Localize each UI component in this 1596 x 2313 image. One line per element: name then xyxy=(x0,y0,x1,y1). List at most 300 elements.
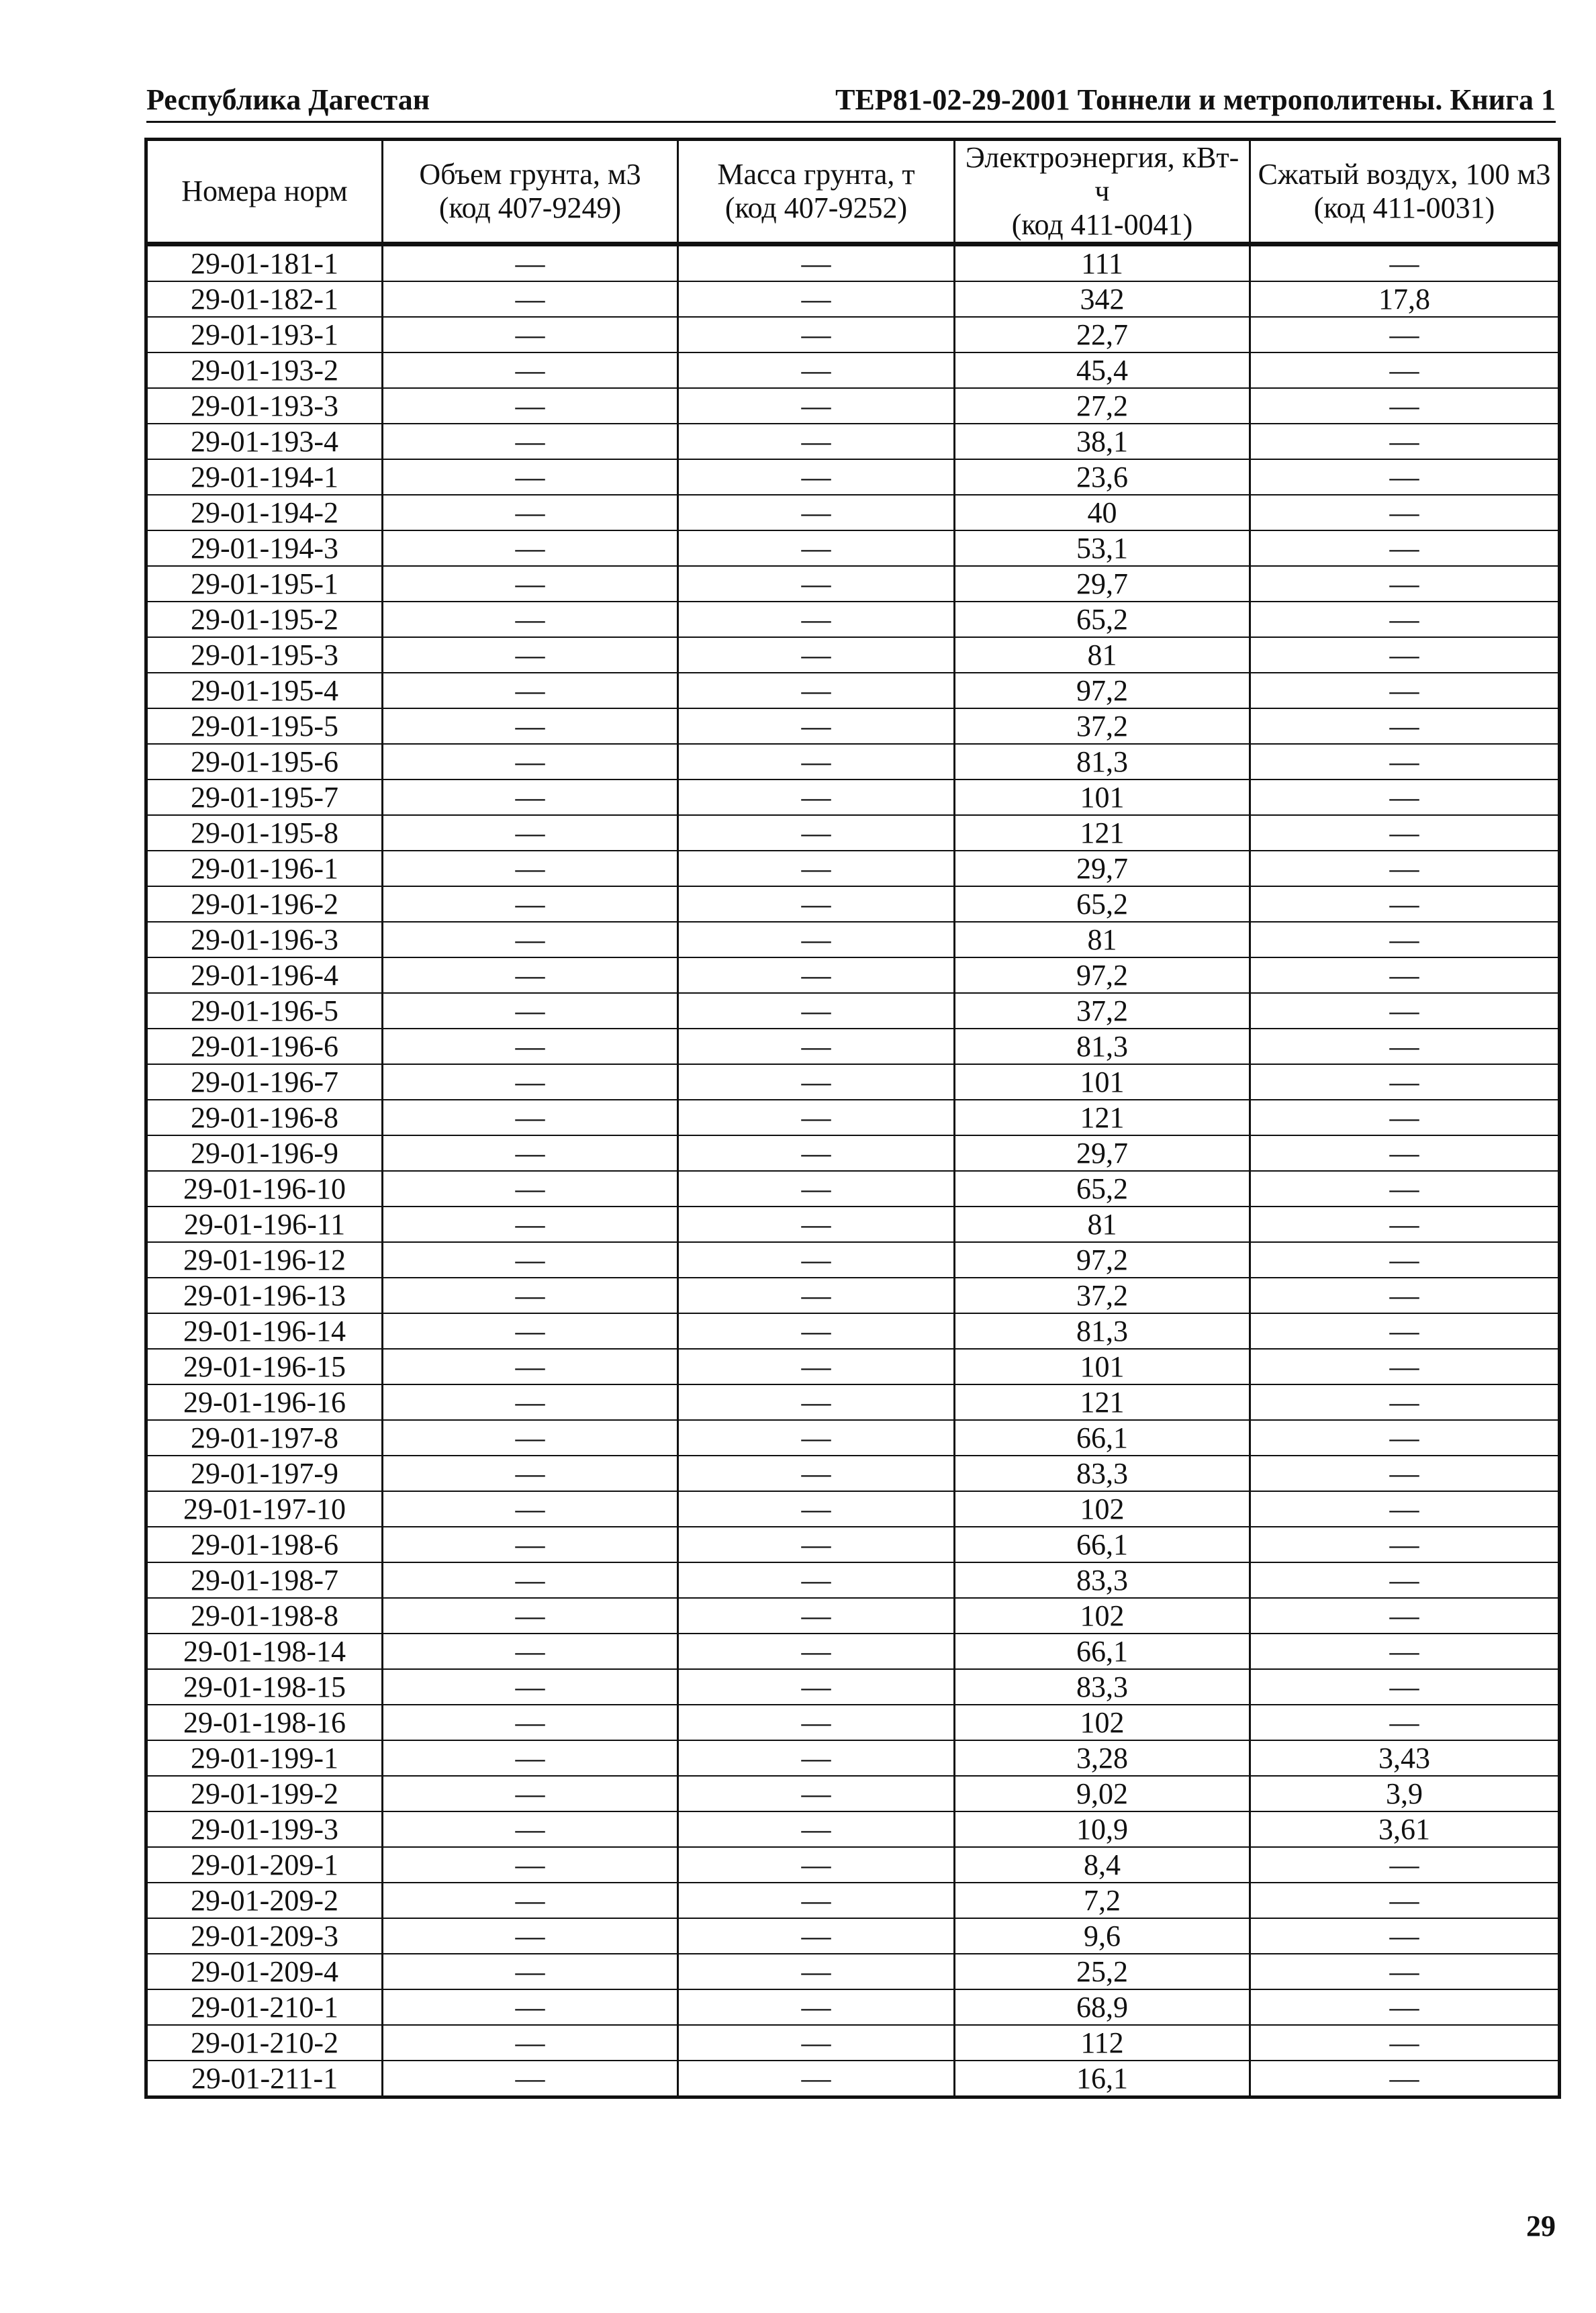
electricity-cell: 29,7 xyxy=(955,1135,1250,1171)
compressed-air-cell: 3,61 xyxy=(1250,1811,1560,1847)
norm-number-cell: 29-01-182-1 xyxy=(146,281,383,317)
electricity-cell: 3,28 xyxy=(955,1740,1250,1776)
compressed-air-cell: — xyxy=(1250,1989,1560,2025)
soil-volume-cell: — xyxy=(383,1171,678,1207)
norm-number-cell: 29-01-193-1 xyxy=(146,317,383,352)
table-row xyxy=(146,244,1560,282)
compressed-air-cell: — xyxy=(1250,1064,1560,1100)
norm-number-cell: 29-01-195-6 xyxy=(146,744,383,780)
soil-mass-cell: — xyxy=(678,1527,955,1562)
soil-volume-cell: — xyxy=(383,388,678,424)
soil-mass-cell: — xyxy=(678,1278,955,1313)
compressed-air-cell: — xyxy=(1250,1883,1560,1918)
soil-mass-cell: — xyxy=(678,1776,955,1811)
compressed-air-cell: — xyxy=(1250,673,1560,708)
electricity-cell: 68,9 xyxy=(955,1989,1250,2025)
norm-number-cell: 29-01-195-4 xyxy=(146,673,383,708)
compressed-air-cell: — xyxy=(1250,1918,1560,1954)
compressed-air-cell: — xyxy=(1250,708,1560,744)
electricity-cell: 121 xyxy=(955,815,1250,851)
soil-mass-cell: — xyxy=(678,1456,955,1491)
norm-number-cell: 29-01-181-1 xyxy=(146,244,383,282)
electricity-cell: 27,2 xyxy=(955,388,1250,424)
table-row xyxy=(146,1669,1560,1705)
norm-number-cell: 29-01-209-2 xyxy=(146,1883,383,1918)
soil-mass-cell: — xyxy=(678,1634,955,1669)
compressed-air-cell: — xyxy=(1250,2061,1560,2097)
compressed-air-cell: — xyxy=(1250,244,1560,282)
soil-mass-cell: — xyxy=(678,1705,955,1740)
soil-mass-cell: — xyxy=(678,1491,955,1527)
table-row xyxy=(146,637,1560,673)
compressed-air-cell: — xyxy=(1250,1705,1560,1740)
soil-mass-cell: — xyxy=(678,2025,955,2061)
norm-number-cell: 29-01-198-6 xyxy=(146,1527,383,1562)
table-row xyxy=(146,1740,1560,1776)
table-row xyxy=(146,744,1560,780)
table-row xyxy=(146,1278,1560,1313)
table-row xyxy=(146,780,1560,815)
electricity-cell: 10,9 xyxy=(955,1811,1250,1847)
electricity-cell: 37,2 xyxy=(955,708,1250,744)
compressed-air-cell: — xyxy=(1250,602,1560,637)
soil-volume-cell: — xyxy=(383,1278,678,1313)
electricity-cell: 66,1 xyxy=(955,1420,1250,1456)
norm-number-cell: 29-01-196-1 xyxy=(146,851,383,886)
table-row xyxy=(146,1100,1560,1135)
soil-volume-cell: — xyxy=(383,744,678,780)
table-row xyxy=(146,602,1560,637)
soil-mass-cell: — xyxy=(678,780,955,815)
soil-volume-cell: — xyxy=(383,602,678,637)
soil-volume-cell: — xyxy=(383,1776,678,1811)
soil-mass-cell: — xyxy=(678,1349,955,1384)
norm-number-cell: 29-01-209-4 xyxy=(146,1954,383,1989)
soil-mass-cell: — xyxy=(678,1562,955,1598)
table-body xyxy=(146,244,1560,2097)
soil-mass-cell: — xyxy=(678,1847,955,1883)
table-row xyxy=(146,566,1560,602)
electricity-cell: 102 xyxy=(955,1705,1250,1740)
electricity-cell: 7,2 xyxy=(955,1883,1250,1918)
soil-mass-cell: — xyxy=(678,708,955,744)
electricity-cell: 22,7 xyxy=(955,317,1250,352)
norm-number-cell: 29-01-196-14 xyxy=(146,1313,383,1349)
soil-mass-cell: — xyxy=(678,1918,955,1954)
electricity-cell: 66,1 xyxy=(955,1527,1250,1562)
soil-mass-cell: — xyxy=(678,1242,955,1278)
soil-mass-cell: — xyxy=(678,1669,955,1705)
electricity-cell: 342 xyxy=(955,281,1250,317)
table-row xyxy=(146,851,1560,886)
compressed-air-cell: — xyxy=(1250,1171,1560,1207)
compressed-air-cell: — xyxy=(1250,1384,1560,1420)
compressed-air-cell: — xyxy=(1250,851,1560,886)
norm-number-cell: 29-01-197-9 xyxy=(146,1456,383,1491)
table-row xyxy=(146,1491,1560,1527)
soil-volume-cell: — xyxy=(383,1456,678,1491)
electricity-cell: 9,6 xyxy=(955,1918,1250,1954)
electricity-cell: 23,6 xyxy=(955,459,1250,495)
compressed-air-cell: — xyxy=(1250,1562,1560,1598)
soil-mass-cell: — xyxy=(678,602,955,637)
table-row xyxy=(146,1989,1560,2025)
soil-mass-cell: — xyxy=(678,886,955,922)
compressed-air-cell: — xyxy=(1250,1278,1560,1313)
soil-volume-cell: — xyxy=(383,424,678,459)
compressed-air-cell: — xyxy=(1250,495,1560,530)
soil-volume-cell: — xyxy=(383,459,678,495)
soil-volume-cell: — xyxy=(383,1491,678,1527)
table-row xyxy=(146,1171,1560,1207)
soil-volume-cell: — xyxy=(383,1242,678,1278)
soil-mass-cell: — xyxy=(678,1029,955,1064)
soil-volume-cell: — xyxy=(383,244,678,282)
table-row xyxy=(146,1634,1560,1669)
soil-mass-cell: — xyxy=(678,1135,955,1171)
table-row xyxy=(146,530,1560,566)
table-row xyxy=(146,1064,1560,1100)
table-row xyxy=(146,459,1560,495)
norm-number-cell: 29-01-209-1 xyxy=(146,1847,383,1883)
norm-number-cell: 29-01-195-1 xyxy=(146,566,383,602)
compressed-air-cell: — xyxy=(1250,1349,1560,1384)
table-row xyxy=(146,1705,1560,1740)
soil-volume-cell: — xyxy=(383,1207,678,1242)
soil-mass-cell: — xyxy=(678,424,955,459)
norm-number-cell: 29-01-195-7 xyxy=(146,780,383,815)
soil-mass-cell: — xyxy=(678,1171,955,1207)
norm-number-cell: 29-01-196-7 xyxy=(146,1064,383,1100)
electricity-cell: 81,3 xyxy=(955,1029,1250,1064)
soil-volume-cell: — xyxy=(383,1669,678,1705)
soil-mass-cell: — xyxy=(678,1989,955,2025)
electricity-cell: 25,2 xyxy=(955,1954,1250,1989)
norm-number-cell: 29-01-196-12 xyxy=(146,1242,383,1278)
norm-number-cell: 29-01-196-3 xyxy=(146,922,383,957)
norm-number-cell: 29-01-197-8 xyxy=(146,1420,383,1456)
soil-volume-cell: — xyxy=(383,1598,678,1634)
soil-mass-cell: — xyxy=(678,1064,955,1100)
soil-volume-cell: — xyxy=(383,1349,678,1384)
norm-number-cell: 29-01-198-8 xyxy=(146,1598,383,1634)
electricity-cell: 9,02 xyxy=(955,1776,1250,1811)
compressed-air-cell: — xyxy=(1250,566,1560,602)
compressed-air-cell: — xyxy=(1250,459,1560,495)
norm-number-cell: 29-01-194-2 xyxy=(146,495,383,530)
electricity-cell: 81,3 xyxy=(955,744,1250,780)
table-row xyxy=(146,1918,1560,1954)
compressed-air-cell: — xyxy=(1250,317,1560,352)
electricity-cell: 29,7 xyxy=(955,566,1250,602)
soil-volume-cell: — xyxy=(383,1135,678,1171)
soil-mass-cell: — xyxy=(678,388,955,424)
table-row xyxy=(146,1883,1560,1918)
norm-number-cell: 29-01-193-3 xyxy=(146,388,383,424)
table-row xyxy=(146,495,1560,530)
table-row xyxy=(146,281,1560,317)
norm-number-cell: 29-01-196-15 xyxy=(146,1349,383,1384)
soil-mass-cell: — xyxy=(678,1811,955,1847)
soil-volume-cell: — xyxy=(383,1811,678,1847)
soil-volume-cell: — xyxy=(383,815,678,851)
soil-mass-cell: — xyxy=(678,744,955,780)
soil-volume-cell: — xyxy=(383,673,678,708)
soil-volume-cell: — xyxy=(383,708,678,744)
soil-volume-cell: — xyxy=(383,1954,678,1989)
soil-volume-cell: — xyxy=(383,495,678,530)
compressed-air-cell: — xyxy=(1250,1100,1560,1135)
electricity-cell: 81 xyxy=(955,922,1250,957)
soil-volume-cell: — xyxy=(383,317,678,352)
norm-number-cell: 29-01-193-2 xyxy=(146,352,383,388)
soil-mass-cell: — xyxy=(678,317,955,352)
electricity-cell: 38,1 xyxy=(955,424,1250,459)
electricity-cell: 111 xyxy=(955,244,1250,282)
electricity-cell: 101 xyxy=(955,1064,1250,1100)
norm-number-cell: 29-01-194-1 xyxy=(146,459,383,495)
norm-number-cell: 29-01-211-1 xyxy=(146,2061,383,2097)
electricity-cell: 112 xyxy=(955,2025,1250,2061)
electricity-cell: 8,4 xyxy=(955,1847,1250,1883)
compressed-air-cell: — xyxy=(1250,744,1560,780)
table-row xyxy=(146,1562,1560,1598)
compressed-air-cell: 3,43 xyxy=(1250,1740,1560,1776)
soil-mass-cell: — xyxy=(678,922,955,957)
compressed-air-cell: — xyxy=(1250,1634,1560,1669)
soil-volume-cell: — xyxy=(383,1064,678,1100)
soil-volume-cell: — xyxy=(383,1527,678,1562)
soil-mass-cell: — xyxy=(678,530,955,566)
soil-volume-cell: — xyxy=(383,1847,678,1883)
column-header-compressed-air: Сжатый воздух, 100 м3 (код 411-0031) xyxy=(1250,140,1560,244)
soil-mass-cell: — xyxy=(678,673,955,708)
table-row xyxy=(146,1313,1560,1349)
norm-number-cell: 29-01-198-16 xyxy=(146,1705,383,1740)
norm-number-cell: 29-01-196-16 xyxy=(146,1384,383,1420)
compressed-air-cell: — xyxy=(1250,1491,1560,1527)
compressed-air-cell: — xyxy=(1250,815,1560,851)
electricity-cell: 37,2 xyxy=(955,1278,1250,1313)
compressed-air-cell: — xyxy=(1250,1847,1560,1883)
soil-volume-cell: — xyxy=(383,1918,678,1954)
norm-number-cell: 29-01-193-4 xyxy=(146,424,383,459)
table-row xyxy=(146,815,1560,851)
electricity-cell: 97,2 xyxy=(955,673,1250,708)
electricity-cell: 83,3 xyxy=(955,1562,1250,1598)
soil-volume-cell: — xyxy=(383,886,678,922)
compressed-air-cell: — xyxy=(1250,922,1560,957)
compressed-air-cell: — xyxy=(1250,1135,1560,1171)
table-row xyxy=(146,1029,1560,1064)
table-row xyxy=(146,424,1560,459)
norm-number-cell: 29-01-198-14 xyxy=(146,1634,383,1669)
electricity-cell: 66,1 xyxy=(955,1634,1250,1669)
soil-volume-cell: — xyxy=(383,1420,678,1456)
soil-volume-cell: — xyxy=(383,2025,678,2061)
table-row xyxy=(146,673,1560,708)
soil-volume-cell: — xyxy=(383,993,678,1029)
soil-mass-cell: — xyxy=(678,993,955,1029)
table-row xyxy=(146,957,1560,993)
norms-table xyxy=(144,138,1561,2099)
soil-volume-cell: — xyxy=(383,1384,678,1420)
table-row xyxy=(146,708,1560,744)
compressed-air-cell: — xyxy=(1250,424,1560,459)
column-header-norm-numbers: Номера норм xyxy=(146,140,383,244)
soil-volume-cell: — xyxy=(383,957,678,993)
norm-number-cell: 29-01-198-15 xyxy=(146,1669,383,1705)
table-row xyxy=(146,1847,1560,1883)
soil-mass-cell: — xyxy=(678,1420,955,1456)
norm-number-cell: 29-01-196-10 xyxy=(146,1171,383,1207)
header-document-title: ТЕР81-02-29-2001 Тоннели и метрополитены. Книга 1 xyxy=(835,83,1556,116)
electricity-cell: 65,2 xyxy=(955,1171,1250,1207)
soil-mass-cell: — xyxy=(678,566,955,602)
compressed-air-cell: — xyxy=(1250,886,1560,922)
electricity-cell: 101 xyxy=(955,1349,1250,1384)
column-header-soil-mass: Масса грунта, т (код 407-9252) xyxy=(678,140,955,244)
table-row xyxy=(146,2025,1560,2061)
electricity-cell: 83,3 xyxy=(955,1669,1250,1705)
electricity-cell: 45,4 xyxy=(955,352,1250,388)
soil-mass-cell: — xyxy=(678,1598,955,1634)
electricity-cell: 53,1 xyxy=(955,530,1250,566)
compressed-air-cell: — xyxy=(1250,1598,1560,1634)
compressed-air-cell: — xyxy=(1250,530,1560,566)
norm-number-cell: 29-01-199-1 xyxy=(146,1740,383,1776)
compressed-air-cell: — xyxy=(1250,352,1560,388)
soil-mass-cell: — xyxy=(678,1883,955,1918)
electricity-cell: 97,2 xyxy=(955,957,1250,993)
table-row xyxy=(146,1420,1560,1456)
soil-mass-cell: — xyxy=(678,459,955,495)
electricity-cell: 65,2 xyxy=(955,886,1250,922)
soil-mass-cell: — xyxy=(678,851,955,886)
page-header xyxy=(146,79,1556,123)
electricity-cell: 81 xyxy=(955,637,1250,673)
electricity-cell: 81,3 xyxy=(955,1313,1250,1349)
compressed-air-cell: — xyxy=(1250,2025,1560,2061)
soil-mass-cell: — xyxy=(678,1384,955,1420)
soil-mass-cell: — xyxy=(678,281,955,317)
electricity-cell: 40 xyxy=(955,495,1250,530)
compressed-air-cell: — xyxy=(1250,957,1560,993)
electricity-cell: 102 xyxy=(955,1598,1250,1634)
soil-mass-cell: — xyxy=(678,1207,955,1242)
soil-volume-cell: — xyxy=(383,1705,678,1740)
column-header-soil-volume: Объем грунта, м3 (код 407-9249) xyxy=(383,140,678,244)
norm-number-cell: 29-01-196-6 xyxy=(146,1029,383,1064)
table-row xyxy=(146,886,1560,922)
norm-number-cell: 29-01-195-2 xyxy=(146,602,383,637)
norm-number-cell: 29-01-209-3 xyxy=(146,1918,383,1954)
electricity-cell: 102 xyxy=(955,1491,1250,1527)
table-row xyxy=(146,352,1560,388)
soil-mass-cell: — xyxy=(678,1313,955,1349)
compressed-air-cell: — xyxy=(1250,1313,1560,1349)
norm-number-cell: 29-01-195-3 xyxy=(146,637,383,673)
electricity-cell: 97,2 xyxy=(955,1242,1250,1278)
norm-number-cell: 29-01-196-8 xyxy=(146,1100,383,1135)
soil-mass-cell: — xyxy=(678,244,955,282)
compressed-air-cell: — xyxy=(1250,1242,1560,1278)
table-row xyxy=(146,1242,1560,1278)
compressed-air-cell: — xyxy=(1250,1954,1560,1989)
norm-number-cell: 29-01-195-8 xyxy=(146,815,383,851)
soil-mass-cell: — xyxy=(678,1740,955,1776)
soil-volume-cell: — xyxy=(383,851,678,886)
soil-volume-cell: — xyxy=(383,1883,678,1918)
table-row xyxy=(146,1811,1560,1847)
soil-volume-cell: — xyxy=(383,1989,678,2025)
soil-volume-cell: — xyxy=(383,566,678,602)
column-header-electricity: Электроэнергия, кВт-ч (код 411-0041) xyxy=(955,140,1250,244)
soil-mass-cell: — xyxy=(678,1954,955,1989)
compressed-air-cell: — xyxy=(1250,637,1560,673)
table-row xyxy=(146,1776,1560,1811)
table-header-row xyxy=(146,140,1560,244)
table-row xyxy=(146,2061,1560,2097)
compressed-air-cell: — xyxy=(1250,1207,1560,1242)
soil-mass-cell: — xyxy=(678,2061,955,2097)
norm-number-cell: 29-01-196-2 xyxy=(146,886,383,922)
norm-number-cell: 29-01-196-9 xyxy=(146,1135,383,1171)
soil-volume-cell: — xyxy=(383,2061,678,2097)
table-row xyxy=(146,993,1560,1029)
soil-mass-cell: — xyxy=(678,637,955,673)
soil-mass-cell: — xyxy=(678,495,955,530)
compressed-air-cell: — xyxy=(1250,1420,1560,1456)
norm-number-cell: 29-01-199-3 xyxy=(146,1811,383,1847)
soil-mass-cell: — xyxy=(678,1100,955,1135)
compressed-air-cell: — xyxy=(1250,1456,1560,1491)
norm-number-cell: 29-01-195-5 xyxy=(146,708,383,744)
norm-number-cell: 29-01-210-1 xyxy=(146,1989,383,2025)
compressed-air-cell: — xyxy=(1250,388,1560,424)
table-row xyxy=(146,1954,1560,1989)
table-row xyxy=(146,1527,1560,1562)
page-number: 29 xyxy=(1526,2210,1556,2243)
norm-number-cell: 29-01-198-7 xyxy=(146,1562,383,1598)
soil-mass-cell: — xyxy=(678,957,955,993)
table-row xyxy=(146,1456,1560,1491)
electricity-cell: 121 xyxy=(955,1384,1250,1420)
table-row xyxy=(146,1384,1560,1420)
electricity-cell: 81 xyxy=(955,1207,1250,1242)
norm-number-cell: 29-01-194-3 xyxy=(146,530,383,566)
electricity-cell: 83,3 xyxy=(955,1456,1250,1491)
soil-mass-cell: — xyxy=(678,352,955,388)
compressed-air-cell: — xyxy=(1250,1029,1560,1064)
norm-number-cell: 29-01-196-11 xyxy=(146,1207,383,1242)
soil-volume-cell: — xyxy=(383,1740,678,1776)
soil-volume-cell: — xyxy=(383,1634,678,1669)
table-row xyxy=(146,388,1560,424)
soil-volume-cell: — xyxy=(383,352,678,388)
soil-mass-cell: — xyxy=(678,815,955,851)
electricity-cell: 37,2 xyxy=(955,993,1250,1029)
electricity-cell: 101 xyxy=(955,780,1250,815)
norm-number-cell: 29-01-196-4 xyxy=(146,957,383,993)
soil-volume-cell: — xyxy=(383,922,678,957)
table-row xyxy=(146,922,1560,957)
table-row xyxy=(146,1349,1560,1384)
norm-number-cell: 29-01-199-2 xyxy=(146,1776,383,1811)
soil-volume-cell: — xyxy=(383,637,678,673)
table-row xyxy=(146,1207,1560,1242)
soil-volume-cell: — xyxy=(383,281,678,317)
